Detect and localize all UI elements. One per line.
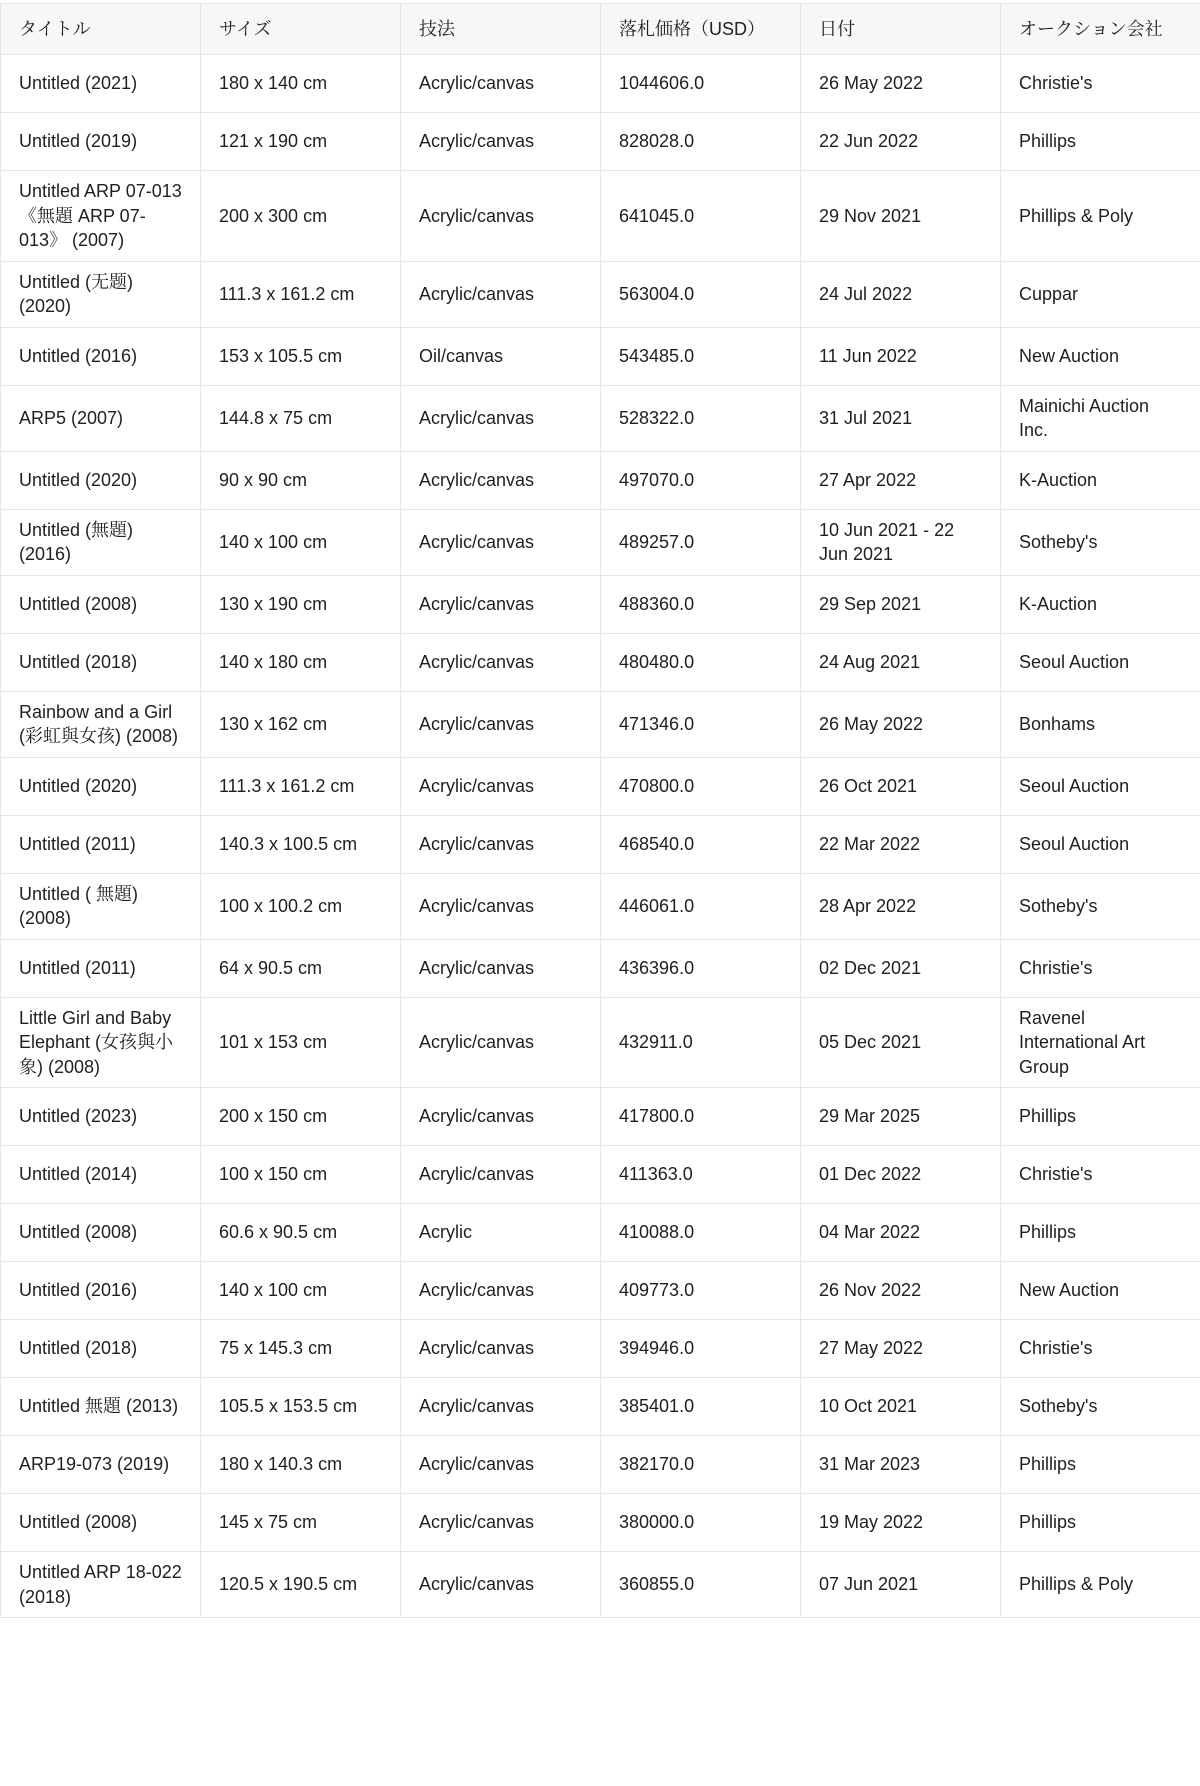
cell-price-usd: 563004.0 (601, 261, 801, 327)
cell-title: ARP19-073 (2019) (1, 1436, 201, 1494)
cell-auction-house: New Auction (1001, 1262, 1200, 1320)
cell-date: 31 Jul 2021 (801, 385, 1001, 451)
cell-size: 100 x 100.2 cm (201, 873, 401, 939)
cell-technique: Acrylic/canvas (401, 509, 601, 575)
cell-technique: Acrylic/canvas (401, 113, 601, 171)
cell-auction-house: Christie's (1001, 939, 1200, 997)
cell-technique: Acrylic/canvas (401, 633, 601, 691)
cell-price-usd: 446061.0 (601, 873, 801, 939)
cell-date: 27 May 2022 (801, 1320, 1001, 1378)
cell-price-usd: 432911.0 (601, 997, 801, 1088)
cell-date: 26 May 2022 (801, 691, 1001, 757)
cell-size: 144.8 x 75 cm (201, 385, 401, 451)
cell-size: 140.3 x 100.5 cm (201, 815, 401, 873)
cell-title: Untitled (2019) (1, 113, 201, 171)
cell-price-usd: 1044606.0 (601, 55, 801, 113)
table-row (1, 757, 1200, 815)
cell-date: 26 Nov 2022 (801, 1262, 1001, 1320)
cell-auction-house: K-Auction (1001, 451, 1200, 509)
cell-technique: Acrylic/canvas (401, 1320, 601, 1378)
cell-auction-house: Seoul Auction (1001, 815, 1200, 873)
cell-auction-house: Phillips (1001, 1436, 1200, 1494)
cell-size: 153 x 105.5 cm (201, 327, 401, 385)
cell-price-usd: 543485.0 (601, 327, 801, 385)
cell-auction-house: Ravenel International Art Group (1001, 997, 1200, 1088)
cell-technique: Acrylic/canvas (401, 55, 601, 113)
cell-auction-house: Phillips & Poly (1001, 171, 1200, 262)
cell-price-usd: 488360.0 (601, 575, 801, 633)
cell-technique: Acrylic/canvas (401, 939, 601, 997)
cell-title: Untitled ARP 07-013 《無題 ARP 07-013》 (2007) (1, 171, 201, 262)
cell-auction-house: Sotheby's (1001, 873, 1200, 939)
cell-price-usd: 382170.0 (601, 1436, 801, 1494)
cell-title: Untitled (2023) (1, 1088, 201, 1146)
cell-price-usd: 468540.0 (601, 815, 801, 873)
cell-size: 60.6 x 90.5 cm (201, 1204, 401, 1262)
cell-auction-house: Cuppar (1001, 261, 1200, 327)
cell-size: 140 x 180 cm (201, 633, 401, 691)
cell-date: 29 Nov 2021 (801, 171, 1001, 262)
cell-title: Untitled 無題 (2013) (1, 1378, 201, 1436)
cell-size: 100 x 150 cm (201, 1146, 401, 1204)
table-row (1, 815, 1200, 873)
table-row (1, 939, 1200, 997)
cell-size: 121 x 190 cm (201, 113, 401, 171)
cell-date: 22 Mar 2022 (801, 815, 1001, 873)
cell-size: 130 x 162 cm (201, 691, 401, 757)
cell-date: 19 May 2022 (801, 1494, 1001, 1552)
cell-auction-house: New Auction (1001, 327, 1200, 385)
cell-technique: Acrylic (401, 1204, 601, 1262)
table-row (1, 1378, 1200, 1436)
cell-price-usd: 641045.0 (601, 171, 801, 262)
table-row (1, 55, 1200, 113)
cell-technique: Acrylic/canvas (401, 815, 601, 873)
cell-price-usd: 409773.0 (601, 1262, 801, 1320)
cell-title: Untitled (2018) (1, 1320, 201, 1378)
cell-size: 75 x 145.3 cm (201, 1320, 401, 1378)
cell-date: 26 Oct 2021 (801, 757, 1001, 815)
cell-auction-house: Seoul Auction (1001, 757, 1200, 815)
cell-date: 29 Sep 2021 (801, 575, 1001, 633)
cell-technique: Acrylic/canvas (401, 757, 601, 815)
cell-technique: Acrylic/canvas (401, 385, 601, 451)
cell-size: 64 x 90.5 cm (201, 939, 401, 997)
cell-title: Untitled ( 無題) (2008) (1, 873, 201, 939)
cell-date: 02 Dec 2021 (801, 939, 1001, 997)
cell-price-usd: 436396.0 (601, 939, 801, 997)
cell-date: 10 Oct 2021 (801, 1378, 1001, 1436)
column-header-date[interactable]: 日付 (801, 4, 1001, 55)
cell-price-usd: 497070.0 (601, 451, 801, 509)
table-row (1, 1320, 1200, 1378)
cell-size: 180 x 140 cm (201, 55, 401, 113)
cell-title: ARP5 (2007) (1, 385, 201, 451)
cell-date: 07 Jun 2021 (801, 1552, 1001, 1618)
table-row (1, 113, 1200, 171)
cell-title: Untitled (2008) (1, 575, 201, 633)
cell-size: 145 x 75 cm (201, 1494, 401, 1552)
table-header-row (1, 4, 1200, 55)
table-row (1, 385, 1200, 451)
cell-size: 130 x 190 cm (201, 575, 401, 633)
cell-size: 180 x 140.3 cm (201, 1436, 401, 1494)
cell-size: 101 x 153 cm (201, 997, 401, 1088)
cell-price-usd: 489257.0 (601, 509, 801, 575)
cell-auction-house: Phillips (1001, 1494, 1200, 1552)
table-row (1, 873, 1200, 939)
cell-technique: Oil/canvas (401, 327, 601, 385)
cell-auction-house: Christie's (1001, 55, 1200, 113)
cell-title: Untitled (無題) (2016) (1, 509, 201, 575)
cell-price-usd: 410088.0 (601, 1204, 801, 1262)
cell-technique: Acrylic/canvas (401, 575, 601, 633)
cell-auction-house: Bonhams (1001, 691, 1200, 757)
cell-technique: Acrylic/canvas (401, 1436, 601, 1494)
cell-date: 11 Jun 2022 (801, 327, 1001, 385)
cell-price-usd: 394946.0 (601, 1320, 801, 1378)
cell-auction-house: Phillips (1001, 1204, 1200, 1262)
cell-auction-house: Christie's (1001, 1146, 1200, 1204)
table-row (1, 1262, 1200, 1320)
cell-auction-house: Sotheby's (1001, 1378, 1200, 1436)
cell-auction-house: Sotheby's (1001, 509, 1200, 575)
cell-date: 22 Jun 2022 (801, 113, 1001, 171)
cell-title: Untitled (无题) (2020) (1, 261, 201, 327)
cell-price-usd: 417800.0 (601, 1088, 801, 1146)
table-row (1, 509, 1200, 575)
cell-auction-house: Phillips & Poly (1001, 1552, 1200, 1618)
cell-auction-house: Seoul Auction (1001, 633, 1200, 691)
cell-title: Untitled (2016) (1, 1262, 201, 1320)
cell-technique: Acrylic/canvas (401, 691, 601, 757)
cell-title: Untitled (2011) (1, 939, 201, 997)
cell-date: 05 Dec 2021 (801, 997, 1001, 1088)
cell-size: 140 x 100 cm (201, 509, 401, 575)
cell-title: Untitled (2008) (1, 1494, 201, 1552)
cell-date: 10 Jun 2021 - 22 Jun 2021 (801, 509, 1001, 575)
cell-price-usd: 828028.0 (601, 113, 801, 171)
cell-date: 28 Apr 2022 (801, 873, 1001, 939)
auction-results-table (0, 3, 1200, 1618)
table-row (1, 1552, 1200, 1618)
cell-title: Untitled (2020) (1, 757, 201, 815)
column-header-technique[interactable]: 技法 (401, 4, 601, 55)
cell-title: Untitled (2014) (1, 1146, 201, 1204)
cell-price-usd: 411363.0 (601, 1146, 801, 1204)
cell-date: 24 Jul 2022 (801, 261, 1001, 327)
cell-auction-house: K-Auction (1001, 575, 1200, 633)
cell-size: 140 x 100 cm (201, 1262, 401, 1320)
cell-title: Untitled ARP 18-022 (2018) (1, 1552, 201, 1618)
cell-technique: Acrylic/canvas (401, 1494, 601, 1552)
cell-auction-house: Phillips (1001, 1088, 1200, 1146)
cell-date: 27 Apr 2022 (801, 451, 1001, 509)
column-header-size[interactable]: サイズ (201, 4, 401, 55)
cell-technique: Acrylic/canvas (401, 997, 601, 1088)
cell-date: 29 Mar 2025 (801, 1088, 1001, 1146)
cell-title: Untitled (2008) (1, 1204, 201, 1262)
cell-price-usd: 360855.0 (601, 1552, 801, 1618)
cell-size: 111.3 x 161.2 cm (201, 757, 401, 815)
cell-technique: Acrylic/canvas (401, 1378, 601, 1436)
table-row (1, 261, 1200, 327)
cell-technique: Acrylic/canvas (401, 171, 601, 262)
cell-price-usd: 385401.0 (601, 1378, 801, 1436)
table-row (1, 633, 1200, 691)
table-row (1, 1146, 1200, 1204)
cell-size: 200 x 150 cm (201, 1088, 401, 1146)
cell-auction-house: Phillips (1001, 113, 1200, 171)
cell-date: 26 May 2022 (801, 55, 1001, 113)
column-header-title[interactable]: タイトル (1, 4, 201, 55)
cell-date: 31 Mar 2023 (801, 1436, 1001, 1494)
table-row (1, 1494, 1200, 1552)
cell-size: 105.5 x 153.5 cm (201, 1378, 401, 1436)
table-row (1, 1204, 1200, 1262)
cell-technique: Acrylic/canvas (401, 1088, 601, 1146)
cell-size: 111.3 x 161.2 cm (201, 261, 401, 327)
cell-technique: Acrylic/canvas (401, 1262, 601, 1320)
table-row (1, 1088, 1200, 1146)
table-body (1, 55, 1200, 1618)
cell-technique: Acrylic/canvas (401, 261, 601, 327)
cell-auction-house: Mainichi Auction Inc. (1001, 385, 1200, 451)
cell-title: Untitled (2011) (1, 815, 201, 873)
cell-title: Untitled (2016) (1, 327, 201, 385)
cell-price-usd: 380000.0 (601, 1494, 801, 1552)
cell-size: 120.5 x 190.5 cm (201, 1552, 401, 1618)
cell-date: 01 Dec 2022 (801, 1146, 1001, 1204)
cell-technique: Acrylic/canvas (401, 873, 601, 939)
column-header-price-usd[interactable]: 落札価格（USD） (601, 4, 801, 55)
column-header-auction-house[interactable]: オークション会社 (1001, 4, 1200, 55)
table-row (1, 171, 1200, 262)
cell-auction-house: Christie's (1001, 1320, 1200, 1378)
cell-size: 90 x 90 cm (201, 451, 401, 509)
table-row (1, 451, 1200, 509)
cell-size: 200 x 300 cm (201, 171, 401, 262)
cell-price-usd: 471346.0 (601, 691, 801, 757)
table-row (1, 691, 1200, 757)
cell-title: Untitled (2018) (1, 633, 201, 691)
table-row (1, 327, 1200, 385)
cell-date: 24 Aug 2021 (801, 633, 1001, 691)
cell-title: Untitled (2020) (1, 451, 201, 509)
cell-title: Little Girl and Baby Elephant (女孩與小象) (2008) (1, 997, 201, 1088)
cell-title: Rainbow and a Girl (彩虹與女孩) (2008) (1, 691, 201, 757)
cell-technique: Acrylic/canvas (401, 1146, 601, 1204)
table-row (1, 997, 1200, 1088)
table-row (1, 1436, 1200, 1494)
table-row (1, 575, 1200, 633)
cell-technique: Acrylic/canvas (401, 451, 601, 509)
cell-technique: Acrylic/canvas (401, 1552, 601, 1618)
cell-date: 04 Mar 2022 (801, 1204, 1001, 1262)
cell-price-usd: 480480.0 (601, 633, 801, 691)
cell-price-usd: 528322.0 (601, 385, 801, 451)
cell-price-usd: 470800.0 (601, 757, 801, 815)
cell-title: Untitled (2021) (1, 55, 201, 113)
